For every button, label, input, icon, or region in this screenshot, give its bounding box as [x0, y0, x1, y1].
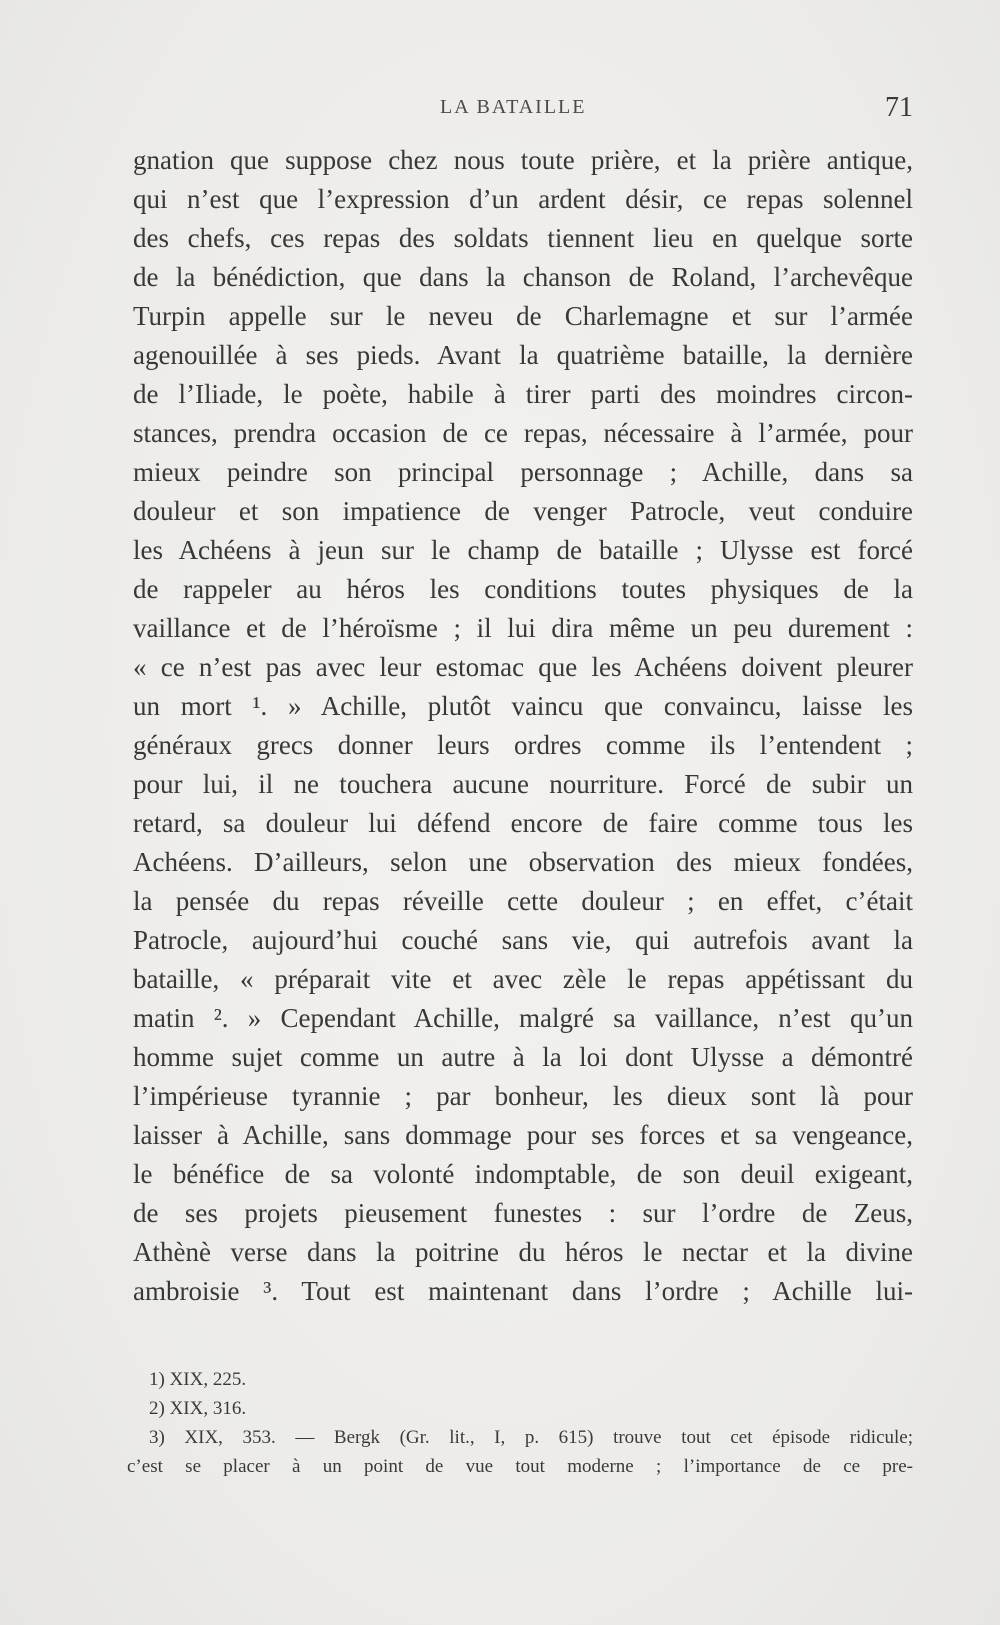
footnotes	[127, 1365, 913, 1481]
text-line: Patrocle, aujourd’hui couché sans vie, qui autrefois avant la	[133, 925, 913, 955]
text-line: stances, prendra occasion de ce repas, nécessaire à l’armée, pour	[133, 418, 913, 448]
text-line: de rappeler au héros les conditions toutes physiques de la	[133, 574, 913, 604]
text-line: vaillance et de l’héroïsme ; il lui dira même un peu durement :	[133, 613, 913, 643]
text-line: Athènè verse dans la poitrine du héros le nectar et la divine	[133, 1237, 913, 1267]
text-line: homme sujet comme un autre à la loi dont Ulysse a démontré	[133, 1042, 913, 1072]
text-line: les Achéens à jeun sur le champ de bataille ; Ulysse est forcé	[133, 535, 913, 565]
running-title: LA BATAILLE	[440, 96, 587, 118]
text-line: la pensée du repas réveille cette douleur ; en effet, c’était	[133, 886, 913, 916]
text-line: pour lui, il ne touchera aucune nourriture. Forcé de subir un	[133, 769, 913, 799]
text-line: de la bénédiction, que dans la chanson de Roland, l’archevêque	[133, 262, 913, 292]
text-line: matin ². » Cependant Achille, malgré sa vaillance, n’est qu’un	[133, 1003, 913, 1033]
text-line: un mort ¹. » Achille, plutôt vaincu que convaincu, laisse les	[133, 691, 913, 721]
text-line: douleur et son impatience de venger Patrocle, veut conduire	[133, 496, 913, 526]
text-line: des chefs, ces repas des soldats tiennent lieu en quelque sorte	[133, 223, 913, 253]
text-line: de l’Iliade, le poète, habile à tirer parti des moindres circon-	[133, 379, 913, 409]
footnote-continuation: c’est se placer à un point de vue tout moderne ; l’importance de ce pre-	[127, 1456, 913, 1477]
text-line: mieux peindre son principal personnage ; Achille, dans sa	[133, 457, 913, 487]
page-number: 71	[885, 92, 913, 123]
text-line: généraux grecs donner leurs ordres comme ils l’entendent ;	[133, 730, 913, 760]
text-line: laisser à Achille, sans dommage pour ses forces et sa vengeance,	[133, 1120, 913, 1150]
body-text	[133, 141, 913, 1311]
text-line: qui n’est que l’expression d’un ardent désir, ce repas solennel	[133, 184, 913, 214]
text-line: l’impérieuse tyrannie ; par bonheur, les dieux sont là pour	[133, 1081, 913, 1111]
footnote: 3) XIX, 353. — Bergk (Gr. lit., I, p. 615) trouve tout cet épisode ridicule;	[149, 1427, 913, 1448]
running-head	[133, 92, 913, 128]
text-line: retard, sa douleur lui défend encore de faire comme tous les	[133, 808, 913, 838]
text-line: Achéens. D’ailleurs, selon une observation des mieux fondées,	[133, 847, 913, 877]
text-line: le bénéfice de sa volonté indomptable, de son deuil exigeant,	[133, 1159, 913, 1189]
footnote: 1) XIX, 225.	[149, 1369, 247, 1390]
text-line: « ce n’est pas avec leur estomac que les Achéens doivent pleurer	[133, 652, 913, 682]
text-line: de ses projets pieusement funestes : sur l’ordre de Zeus,	[133, 1198, 913, 1228]
text-line: gnation que suppose chez nous toute prière, et la prière antique,	[133, 145, 913, 175]
text-line: Turpin appelle sur le neveu de Charlemagne et sur l’armée	[133, 301, 913, 331]
footnote: 2) XIX, 316.	[149, 1398, 247, 1419]
text-line: ambroisie ³. Tout est maintenant dans l’ordre ; Achille lui-	[133, 1276, 913, 1306]
text-line: bataille, « préparait vite et avec zèle le repas appétissant du	[133, 964, 913, 994]
text-line: agenouillée à ses pieds. Avant la quatrième bataille, la dernière	[133, 340, 913, 370]
